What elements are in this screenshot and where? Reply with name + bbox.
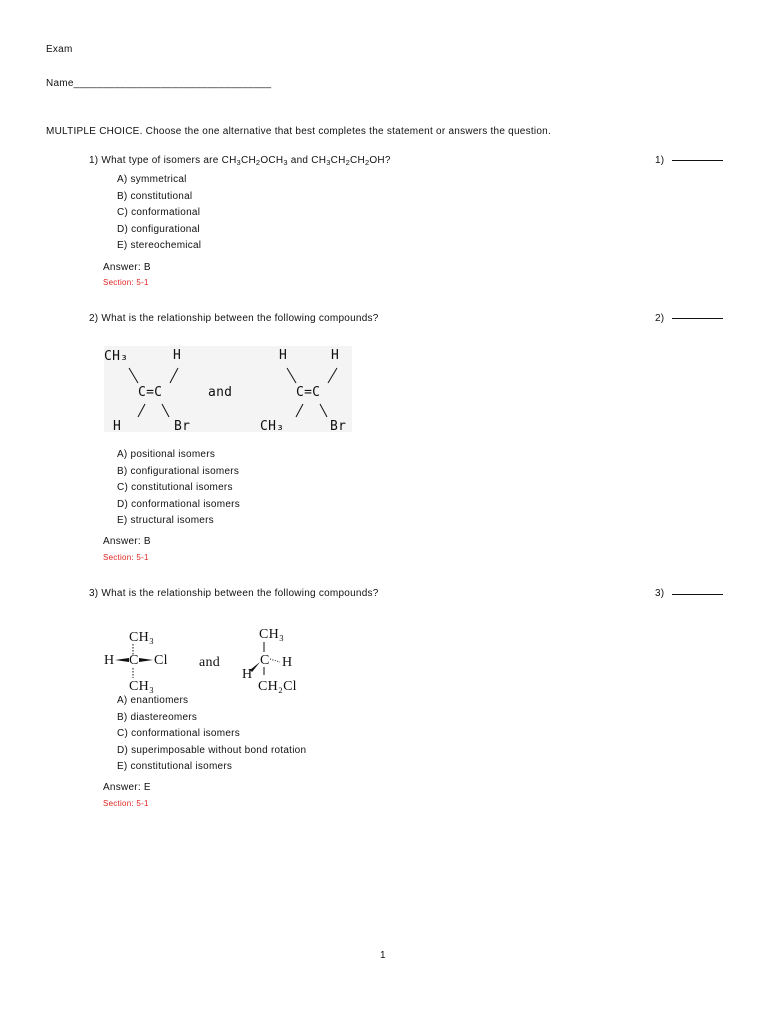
question-2-option-d: D) conformational isomers — [117, 499, 240, 510]
question-1-option-c: C) conformational — [117, 207, 201, 218]
question-2-option-b: B) configurational isomers — [117, 466, 240, 477]
bond — [162, 404, 169, 417]
question-3-option-d: D) superimposable without bond rotation — [117, 745, 307, 756]
atom-h-top-left: H — [279, 348, 288, 363]
bond — [287, 368, 296, 383]
page-number: 1 — [380, 950, 386, 961]
atom-h-bottom-left: H — [113, 419, 122, 432]
name-field[interactable]: Name__________________________________ — [46, 78, 272, 89]
question-2-section: Section: 5-1 — [103, 553, 149, 562]
structure-left — [104, 348, 190, 432]
wedge-structure-right — [242, 627, 297, 694]
question-3-option-b: B) diastereomers — [117, 712, 198, 723]
double-bond-center: C=C — [296, 385, 321, 400]
question-1-text: 1) What type of isomers are $CH_3CH_2OCH_3$ and $CH_3CH_2CH_2OH$? — [89, 155, 391, 167]
question-3-structure — [102, 624, 312, 696]
question-3-answer: Answer: E — [103, 782, 151, 793]
question-1-answer: Answer: B — [103, 262, 151, 273]
bond — [138, 404, 145, 417]
question-1-option-a: A) symmetrical — [117, 174, 187, 185]
atom-h-left: H — [242, 667, 253, 682]
question-3-option-a: A) enantiomers — [117, 695, 189, 706]
exam-label: Exam — [46, 44, 73, 55]
atom-br-bottom-right: Br — [174, 419, 191, 432]
and-label: and — [208, 385, 233, 400]
atom-ch3-bottom-left: CH₃ — [260, 419, 285, 432]
question-3-number: 3) — [655, 588, 665, 599]
atom-ch3-top: CH₃ — [259, 627, 285, 642]
atom-ch3-top-left: CH₃ — [104, 349, 129, 364]
atom-h-top-right: H — [173, 348, 182, 363]
question-1-answer-blank[interactable] — [672, 160, 723, 161]
double-bond-center: C=C — [138, 385, 163, 400]
atom-cl-right: Cl — [154, 653, 168, 668]
atom-ch2cl-bottom: CH₂Cl — [258, 679, 297, 694]
wedge-bond — [139, 658, 153, 662]
question-2-option-c: C) constitutional isomers — [117, 482, 233, 493]
atom-c-center: C — [129, 653, 139, 668]
question-2-answer-blank[interactable] — [672, 318, 723, 319]
question-3-option-c: C) conformational isomers — [117, 728, 240, 739]
structure-right — [260, 348, 346, 432]
question-2-structure — [104, 346, 352, 432]
bond — [129, 368, 138, 383]
bond — [320, 404, 327, 417]
question-2-option-a: A) positional isomers — [117, 449, 216, 460]
bond — [296, 404, 303, 417]
question-1-option-d: D) configurational — [117, 224, 200, 235]
question-2-number: 2) — [655, 313, 665, 324]
atom-h-left: H — [104, 653, 115, 668]
bond — [170, 368, 178, 383]
question-2-option-e: E) structural isomers — [117, 515, 214, 526]
question-1-section: Section: 5-1 — [103, 278, 149, 287]
atom-ch3-bottom: CH₃ — [129, 679, 155, 694]
question-3-option-e: E) constitutional isomers — [117, 761, 233, 772]
atom-h-right: H — [282, 655, 293, 670]
and-label: and — [199, 655, 220, 670]
question-3-text: 3) What is the relationship between the following compounds? — [89, 588, 379, 599]
fischer-projection-left — [104, 630, 168, 694]
question-2-text: 2) What is the relationship between the following compounds? — [89, 313, 379, 324]
atom-c-center: C — [260, 653, 270, 668]
instructions: MULTIPLE CHOICE. Choose the one alternative that best completes the statement or answers the question. — [46, 126, 552, 137]
question-1-number: 1) — [655, 155, 665, 166]
atom-ch3-top: CH₃ — [129, 630, 155, 645]
question-3-section: Section: 5-1 — [103, 799, 149, 808]
bond — [328, 368, 337, 383]
question-3-answer-blank[interactable] — [672, 594, 723, 595]
hash-bond — [270, 659, 280, 662]
question-1-option-e: E) stereochemical — [117, 240, 202, 251]
atom-br-bottom-right: Br — [330, 419, 347, 432]
atom-h-top-right: H — [331, 348, 340, 363]
wedge-bond — [115, 658, 129, 662]
question-2-answer: Answer: B — [103, 536, 151, 547]
question-1-option-b: B) constitutional — [117, 191, 193, 202]
